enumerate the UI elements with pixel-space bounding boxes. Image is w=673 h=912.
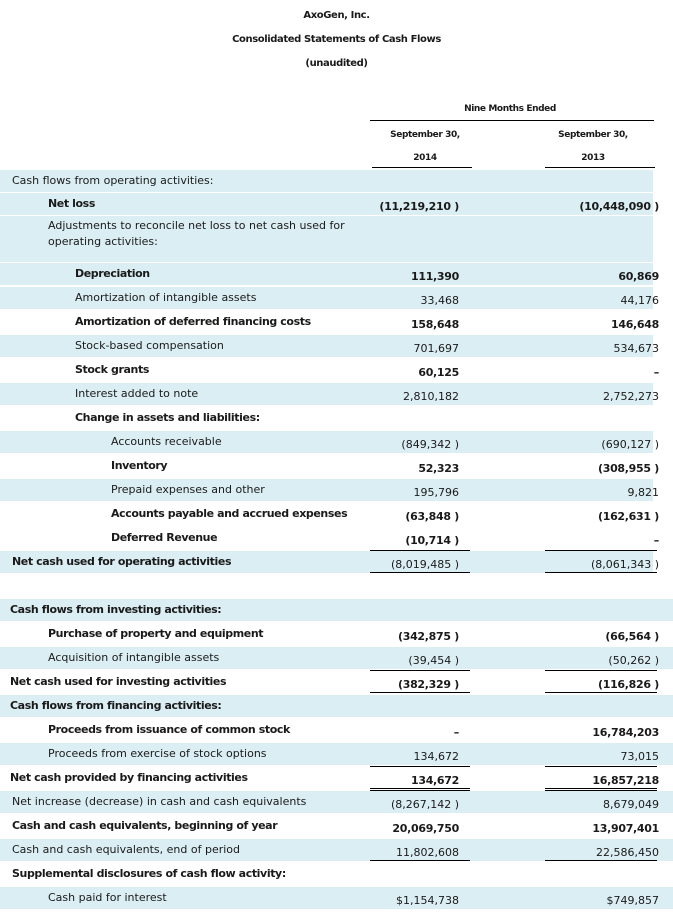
investing-subtotal-rule-2014 (370, 670, 470, 671)
table-row (0, 647, 673, 669)
value-2013: (10,448,090 ) (579, 200, 659, 213)
table-row (0, 863, 673, 885)
row-label: Cash flows from investing activities: (10, 603, 222, 616)
value-2013: 60,869 (618, 270, 659, 283)
table-row (0, 623, 673, 645)
row-label: Adjustments to reconcile net loss to net cash used for operating activities: (48, 219, 345, 248)
table-row (0, 431, 673, 453)
value-2014: (342,875 ) (398, 630, 459, 643)
table-row (0, 767, 673, 789)
table-row (0, 311, 673, 333)
row-label: Proceeds from issuance of common stock (48, 723, 290, 736)
value-2013: 534,673 (613, 342, 659, 355)
financing-total-rule-2013 (545, 788, 657, 791)
value-2013: 146,648 (610, 318, 659, 331)
column-1-year: 2014 (413, 153, 437, 163)
value-2014: (10,714 ) (405, 534, 459, 547)
ending-cash-rule-2014 (370, 860, 470, 861)
table-row (0, 839, 673, 861)
value-2014: (39,454 ) (408, 654, 459, 667)
table-row (0, 170, 673, 192)
table-row (0, 695, 673, 717)
value-2014: 134,672 (413, 750, 459, 763)
value-2013: (308,955 ) (598, 462, 659, 475)
ending-cash-rule-2013 (545, 860, 657, 861)
value-2014: 52,323 (418, 462, 459, 475)
value-2013: $749,857 (606, 894, 659, 907)
table-row (0, 335, 673, 357)
value-2013: 22,586,450 (596, 846, 659, 859)
table-row (0, 887, 673, 909)
operating-total-rule-2013 (545, 572, 657, 573)
value-2014: 2,810,182 (403, 390, 459, 403)
statement-title: Consolidated Statements of Cash Flows (232, 34, 441, 45)
row-label: Amortization of intangible assets (75, 291, 257, 304)
value-2014: (8,267,142 ) (390, 798, 459, 811)
value-2014: 195,796 (413, 486, 459, 499)
value-2014: 701,697 (413, 342, 459, 355)
table-row (0, 479, 673, 501)
operating-total-rule-2014 (370, 572, 470, 573)
value-2013: 2,752,273 (603, 390, 659, 403)
table-row (0, 527, 673, 549)
value-2014: 60,125 (418, 366, 459, 379)
row-label: Cash flows from financing activities: (10, 699, 222, 712)
row-label: Amortization of deferred financing costs (75, 315, 311, 328)
value-2014: 134,672 (410, 774, 459, 787)
financing-subtotal-rule-2013 (545, 766, 657, 767)
row-label: Purchase of property and equipment (48, 627, 264, 640)
column-2-year: 2013 (581, 153, 605, 163)
value-2013: (8,061,343 ) (590, 558, 659, 571)
value-2013: 73,015 (620, 750, 659, 763)
value-2013: (66,564 ) (605, 630, 659, 643)
financing-total-rule-2014 (370, 788, 470, 791)
row-label: Interest added to note (75, 387, 199, 400)
value-2013: (690,127 ) (601, 438, 659, 451)
value-2014: – (453, 726, 459, 739)
row-label: Prepaid expenses and other (111, 483, 265, 496)
value-2013: 16,784,203 (592, 726, 659, 739)
row-label: Cash flows from operating activities: (12, 174, 214, 187)
row-label: Stock-based compensation (75, 339, 224, 352)
value-2013: – (653, 366, 659, 379)
row-label: Net cash used for operating activities (12, 555, 232, 568)
row-label: Net cash used for investing activities (10, 675, 227, 688)
column-1-date: September 30, (390, 130, 460, 140)
value-2014: (382,329 ) (398, 678, 459, 691)
table-row (0, 791, 673, 813)
table-row (0, 815, 673, 837)
value-2013: (162,631 ) (598, 510, 659, 523)
investing-subtotal-rule-2013 (545, 670, 657, 671)
value-2014: 11,802,608 (396, 846, 459, 859)
table-row (0, 407, 673, 429)
table-row (0, 287, 673, 309)
table-row (0, 743, 673, 765)
row-label: Cash paid for interest (48, 891, 167, 904)
row-label: Proceeds from exercise of stock options (48, 747, 267, 760)
table-row (0, 359, 673, 381)
investing-total-rule-2013 (545, 692, 657, 693)
operating-subtotal-rule-2013 (545, 550, 657, 551)
row-shading (0, 193, 653, 215)
table-row (0, 599, 673, 621)
value-2014: 20,069,750 (392, 822, 459, 835)
table-row (0, 719, 673, 741)
value-2013: 13,907,401 (592, 822, 659, 835)
operating-subtotal-rule-2014 (370, 550, 470, 551)
value-2013: (50,262 ) (608, 654, 659, 667)
value-2014: (8,019,485 ) (390, 558, 459, 571)
table-row (0, 193, 673, 215)
value-2014: (11,219,210 ) (379, 200, 459, 213)
row-label: Inventory (111, 459, 168, 472)
value-2013: 8,679,049 (603, 798, 659, 811)
value-2013: 44,176 (620, 294, 659, 307)
row-shading (0, 479, 653, 501)
table-row (0, 383, 673, 405)
value-2014: 111,390 (410, 270, 459, 283)
value-2014: 33,468 (420, 294, 459, 307)
row-label: Change in assets and liabilities: (75, 411, 260, 424)
value-2013: 16,857,218 (592, 774, 659, 787)
table-row (0, 503, 673, 525)
row-label: Net cash provided by financing activities (10, 771, 248, 784)
row-label: Net loss (48, 197, 95, 210)
period-header: Nine Months Ended (464, 104, 556, 114)
row-label: Cash and cash equivalents, end of period (12, 843, 241, 856)
row-label: Net increase (decrease) in cash and cash equivalents (12, 795, 307, 808)
row-label: Stock grants (75, 363, 149, 376)
row-shading (0, 431, 653, 453)
value-2013: 9,821 (627, 486, 659, 499)
unaudited-note: (unaudited) (305, 58, 368, 69)
row-label: Accounts payable and accrued expenses (111, 507, 348, 520)
value-2013: (116,826 ) (598, 678, 659, 691)
value-2014: $1,154,738 (396, 894, 459, 907)
value-2014: (63,848 ) (405, 510, 459, 523)
financing-subtotal-rule-2014 (370, 766, 470, 767)
row-label: Cash and cash equivalents, beginning of year (12, 819, 278, 832)
table-row (0, 671, 673, 693)
value-2013: – (653, 534, 659, 547)
row-label: Deferred Revenue (111, 531, 218, 544)
value-2014: (849,342 ) (401, 438, 459, 451)
row-label: Accounts receivable (111, 435, 222, 448)
row-label: Supplemental disclosures of cash flow activity: (12, 867, 286, 880)
column-2-date: September 30, (558, 130, 628, 140)
table-row (0, 216, 673, 262)
value-2014: 158,648 (410, 318, 459, 331)
table-row (0, 263, 673, 285)
investing-total-rule-2014 (370, 692, 470, 693)
row-label: Acquisition of intangible assets (48, 651, 220, 664)
row-label: Depreciation (75, 267, 150, 280)
table-row (0, 455, 673, 477)
table-row (0, 551, 673, 573)
company-name: AxoGen, Inc. (303, 10, 370, 21)
